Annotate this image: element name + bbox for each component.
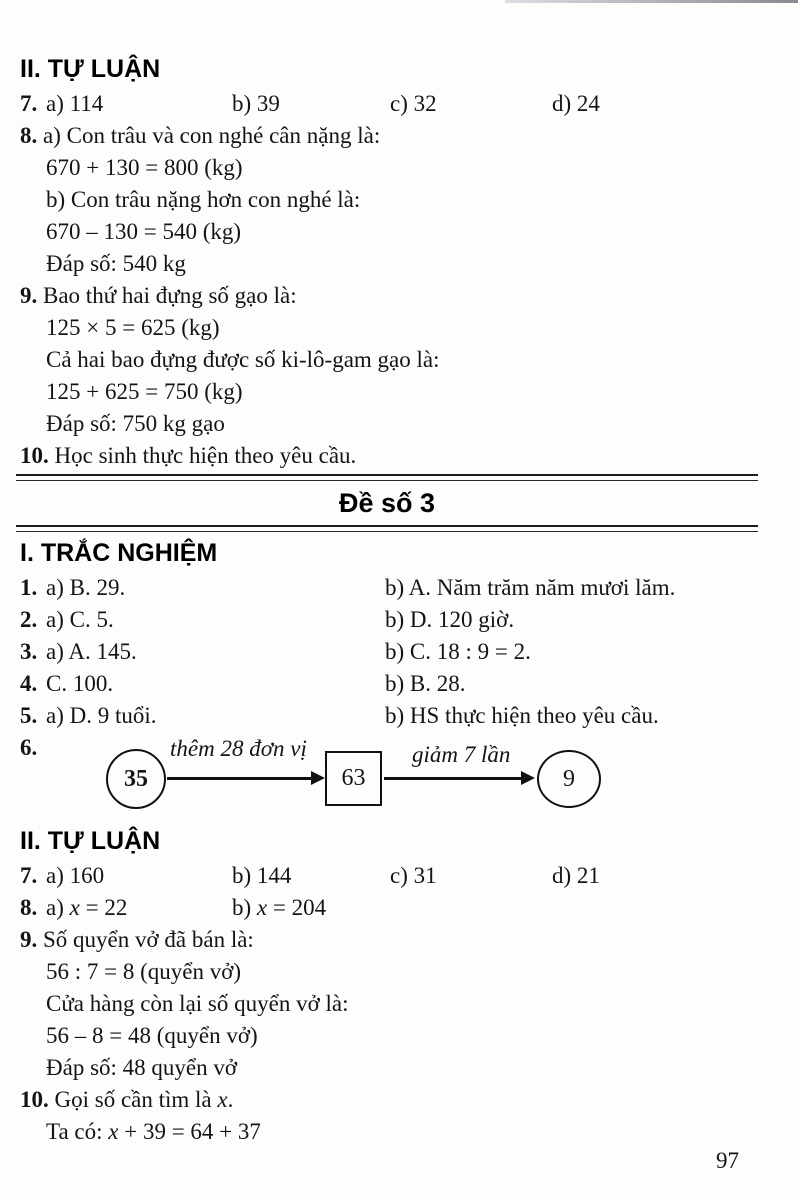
section-heading-tu-luan: II. TỰ LUẬN xyxy=(20,827,161,855)
answer-cell-d: d) 21 xyxy=(552,863,600,888)
answer-row-q7 xyxy=(20,860,758,892)
question-number: 8. xyxy=(20,123,38,148)
double-rule-bottom xyxy=(16,525,758,532)
answer-left: a) D. 9 tuổi. xyxy=(46,703,157,728)
solution-line: 670 + 130 = 800 (kg) xyxy=(46,155,243,180)
question-number: 8. xyxy=(20,895,38,920)
question-number: 7. xyxy=(20,91,38,116)
test-title: Đề số 3 xyxy=(338,488,436,518)
answer-row-q2 xyxy=(20,604,758,636)
answer-left: C. 100. xyxy=(46,671,114,696)
solution-line: Đáp số: 750 kg gạo xyxy=(46,411,225,436)
solution-line: Cả hai bao đựng được số ki-lô-gam gạo là: xyxy=(46,347,440,372)
question-number: 5. xyxy=(20,703,38,728)
question-number: 3. xyxy=(20,639,38,664)
section-heading-trac-nghiem: I. TRẮC NGHIỆM xyxy=(20,539,218,567)
answer-row-q3 xyxy=(20,636,758,668)
answer-block-q9-prev xyxy=(20,280,758,440)
answer-cell-a: a) 114 xyxy=(46,91,104,116)
solution-line: Học sinh thực hiện theo yêu cầu. xyxy=(54,443,357,468)
answer-line-q10-prev xyxy=(20,440,758,472)
answer-left: a) A. 145. xyxy=(46,639,137,664)
scan-edge-artifact xyxy=(505,0,798,3)
answer-q6-diagram xyxy=(20,732,758,824)
diagram-mid-box: 63 xyxy=(325,751,382,806)
arrow-line xyxy=(167,777,313,780)
arrow-line xyxy=(384,777,521,780)
question-number: 2. xyxy=(20,607,38,632)
solution-line: b) Con trâu nặng hơn con nghé là: xyxy=(46,187,361,212)
diagram-end-circle: 9 xyxy=(537,750,601,808)
answer-right: b) HS thực hiện theo yêu cầu. xyxy=(385,703,659,728)
double-rule-top xyxy=(16,474,758,481)
answer-block-q8-prev xyxy=(20,120,758,280)
answer-left: a) C. 5. xyxy=(46,607,114,632)
solution-line: a) Con trâu và con nghé cân nặng là: xyxy=(43,123,381,148)
answer-cell-a: a) x = 22 xyxy=(46,895,128,920)
answer-cell-d: d) 24 xyxy=(552,91,600,116)
arrow-head-icon xyxy=(311,771,325,785)
question-number: 7. xyxy=(20,863,38,888)
answer-left: a) B. 29. xyxy=(46,575,126,600)
variable-x: x xyxy=(256,895,268,920)
answer-block-q9 xyxy=(20,924,758,1084)
diagram-start-circle: 35 xyxy=(106,749,166,809)
answer-cell-b: b) 144 xyxy=(232,863,292,888)
test-header-de-so-3 xyxy=(16,474,758,532)
answer-right: b) A. Năm trăm năm mươi lăm. xyxy=(385,575,676,600)
question-number: 10. xyxy=(20,1087,49,1112)
solution-line: 125 + 625 = 750 (kg) xyxy=(46,379,243,404)
question-number: 10. xyxy=(20,443,49,468)
answer-right: b) D. 120 giờ. xyxy=(385,607,515,632)
answer-cell-b: b) x = 204 xyxy=(232,895,327,920)
answer-row-q1 xyxy=(20,572,758,604)
solution-line: Số quyển vở đã bán là: xyxy=(43,927,254,952)
solution-line: Đáp số: 540 kg xyxy=(46,251,186,276)
question-number: 4. xyxy=(20,671,38,696)
diagram-arrow2-label: giảm 7 lần xyxy=(412,742,511,767)
solution-line: Gọi số cần tìm là x. xyxy=(54,1087,234,1112)
answer-cell-b: b) 39 xyxy=(232,91,280,116)
solution-line: 125 × 5 = 625 (kg) xyxy=(46,315,220,340)
section-heading-tu-luan-prev: II. TỰ LUẬN xyxy=(20,55,161,83)
answer-row-q4 xyxy=(20,668,758,700)
question-number: 9. xyxy=(20,927,38,952)
solution-line: 56 – 8 = 48 (quyển vở) xyxy=(46,1023,258,1048)
variable-x: x xyxy=(108,1119,119,1144)
question-number: 6. xyxy=(20,735,38,760)
answer-cell-a: a) 160 xyxy=(46,863,105,888)
answer-block-q10 xyxy=(20,1084,758,1148)
solution-line: Cửa hàng còn lại số quyển vở là: xyxy=(46,991,349,1016)
page-number: 97 xyxy=(716,1148,739,1173)
arrow-head-icon xyxy=(521,771,535,785)
answer-cell-c: c) 31 xyxy=(390,863,437,888)
solution-line: Ta có: x + 39 = 64 + 37 xyxy=(46,1119,261,1144)
answer-row-q7-prev xyxy=(20,88,758,120)
answer-row-q8 xyxy=(20,892,758,924)
answer-cell-c: c) 32 xyxy=(390,91,437,116)
solution-line: 670 – 130 = 540 (kg) xyxy=(46,219,242,244)
solution-line: Đáp số: 48 quyển vở xyxy=(46,1055,238,1080)
diagram-arrow1-label: thêm 28 đơn vị xyxy=(170,736,307,761)
question-number: 9. xyxy=(20,283,38,308)
answer-row-q5 xyxy=(20,700,758,732)
variable-x: x xyxy=(69,895,80,920)
variable-x: x xyxy=(217,1087,228,1112)
solution-line: 56 : 7 = 8 (quyển vở) xyxy=(46,959,242,984)
question-number: 1. xyxy=(20,575,38,600)
answer-right: b) B. 28. xyxy=(385,671,466,696)
answer-right: b) C. 18 : 9 = 2. xyxy=(385,639,531,664)
solution-line: Bao thứ hai đựng số gạo là: xyxy=(43,283,297,308)
